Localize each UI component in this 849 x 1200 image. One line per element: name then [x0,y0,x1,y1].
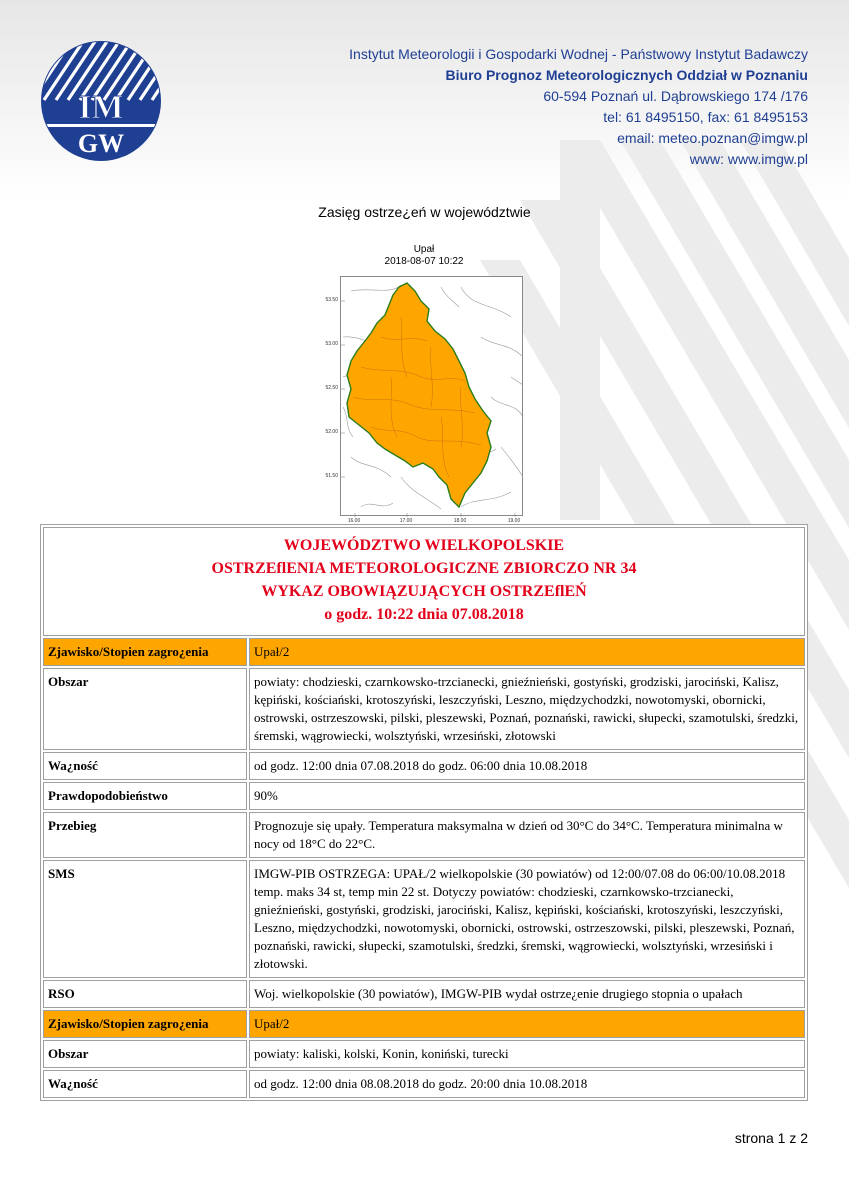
page-number: strona 1 z 2 [734,1130,808,1146]
table-row [43,860,805,978]
warning-map [340,276,523,516]
map-lat-tick: 51.50 [325,473,338,479]
bulletin-title-region: WOJEWÓDZTWO WIELKOPOLSKIE [283,537,565,554]
bulletin-title-row [43,527,805,636]
table-row [43,812,805,858]
row-value: 90% [249,782,805,810]
map-lon-tick: 17.00 [399,518,413,524]
logo-text-top: IM [78,89,124,126]
row-label: Zjawisko/Stopien zagro¿enia [43,638,247,666]
row-value: powiaty: kaliski, kolski, Konin, koniński, turecki [249,1040,805,1068]
row-label: Zjawisko/Stopien zagro¿enia [43,1010,247,1038]
map-caption: Zasięg ostrze¿eń w województwie [318,204,531,220]
map-lat-tick: 53.00 [325,341,338,347]
row-value: od godz. 12:00 dnia 07.08.2018 do godz. 06:00 dnia 10.08.2018 [249,752,805,780]
table-row [43,638,805,666]
map-lat-tick: 52.00 [325,429,338,435]
row-label: Wa¿ność [43,752,247,780]
table-row [43,752,805,780]
table-row [43,668,805,750]
table-row [43,782,805,810]
bulletin-title-time: o godz. 10:22 dnia 07.08.2018 [324,606,524,623]
bulletin-title-list: WYKAZ OBOWIĄZUJĄCYCH OSTRZEflEŃ [261,583,587,600]
institute-header [349,44,808,170]
map-lon-tick: 18.00 [453,518,467,524]
map-title-phenomenon: Upał [413,244,435,255]
region-wielkopolskie [347,283,491,507]
table-row [43,1070,805,1098]
row-value: powiaty: chodzieski, czarnkowsko-trzcianecki, gnieźnieński, gostyński, grodziski, jarociński, Kalisz, kępiński, kościański, krotoszyński, leszczyński, Leszno, międzychodzki, nowotomyski, obornicki, ostrowski, ostrzeszowski, pilski, pleszewski, Poznań, poznański, rawicki, słupecki, szamotulski, średzki, śremski, wągrowiecki, wolsztyński, wrzesiński, złotowski [249,668,805,750]
row-value: Prognozuje się upały. Temperatura maksymalna w dzień od 30°C do 34°C. Temperatura minimalna w nocy od 18°C do 22°C. [249,812,805,858]
bulletin-title-number: OSTRZEflENIA METEOROLOGICZNE ZBIORCZO NR 34 [211,560,637,577]
row-value: od godz. 12:00 dnia 08.08.2018 do godz. 20:00 dnia 10.08.2018 [249,1070,805,1098]
table-row [43,1010,805,1038]
bulletin-title [43,527,805,636]
map-lat-tick: 52.50 [325,385,338,391]
imgw-logo [40,40,162,162]
map-title [340,244,508,268]
map-lon-tick: 16.00 [347,518,361,524]
map-title-timestamp: 2018-08-07 10:22 [384,256,464,267]
table-row [43,980,805,1008]
office-email: email: meteo.poznan@imgw.pl [617,130,808,146]
row-label: SMS [43,860,247,978]
office-address: 60-594 Poznań ul. Dąbrowskiego 174 /176 [543,88,808,104]
row-label: Przebieg [43,812,247,858]
row-label: Prawdopodobieństwo [43,782,247,810]
row-label: RSO [43,980,247,1008]
office-name: Biuro Prognoz Meteorologicznych Oddział w Poznaniu [445,67,808,83]
institute-name: Instytut Meteorologii i Gospodarki Wodnej - Państwowy Instytut Badawczy [349,46,808,62]
logo-text-bottom: GW [77,129,125,158]
warnings-table [40,524,808,1101]
office-phone: tel: 61 8495150, fax: 61 8495153 [603,109,808,125]
row-label: Wa¿ność [43,1070,247,1098]
map-lon-tick: 19.00 [507,518,521,524]
office-website: www: www.imgw.pl [689,151,808,167]
table-row [43,1040,805,1068]
row-label: Obszar [43,1040,247,1068]
map-lat-tick: 53.50 [325,297,338,303]
row-value: Woj. wielkopolskie (30 powiatów), IMGW-PIB wydał ostrze¿enie drugiego stopnia o upałach [249,980,805,1008]
row-value: IMGW-PIB OSTRZEGA: UPAŁ/2 wielkopolskie (30 powiatów) od 12:00/07.08 do 06:00/10.08.2018 temp. maks 34 st, temp min 22 st. Dotyczy powiatów: chodzieski, czarnkowsko-trzcianecki, gnieźnieński, gostyński, grodziski, jarociński, Kalisz, kępiński, kościański, krotoszyński, leszczyński, Leszno, międzychodzki, nowotomyski, obornicki, ostrowski, ostrzeszowski, pilski, pleszewski, Poznań, poznański, rawicki, słupecki, szamotulski, średzki, śremski, wągrowiecki, wolsztyński, wrzesiński i złotowski. [249,860,805,978]
row-value: Upał/2 [249,638,805,666]
row-label: Obszar [43,668,247,750]
row-value: Upał/2 [249,1010,805,1038]
